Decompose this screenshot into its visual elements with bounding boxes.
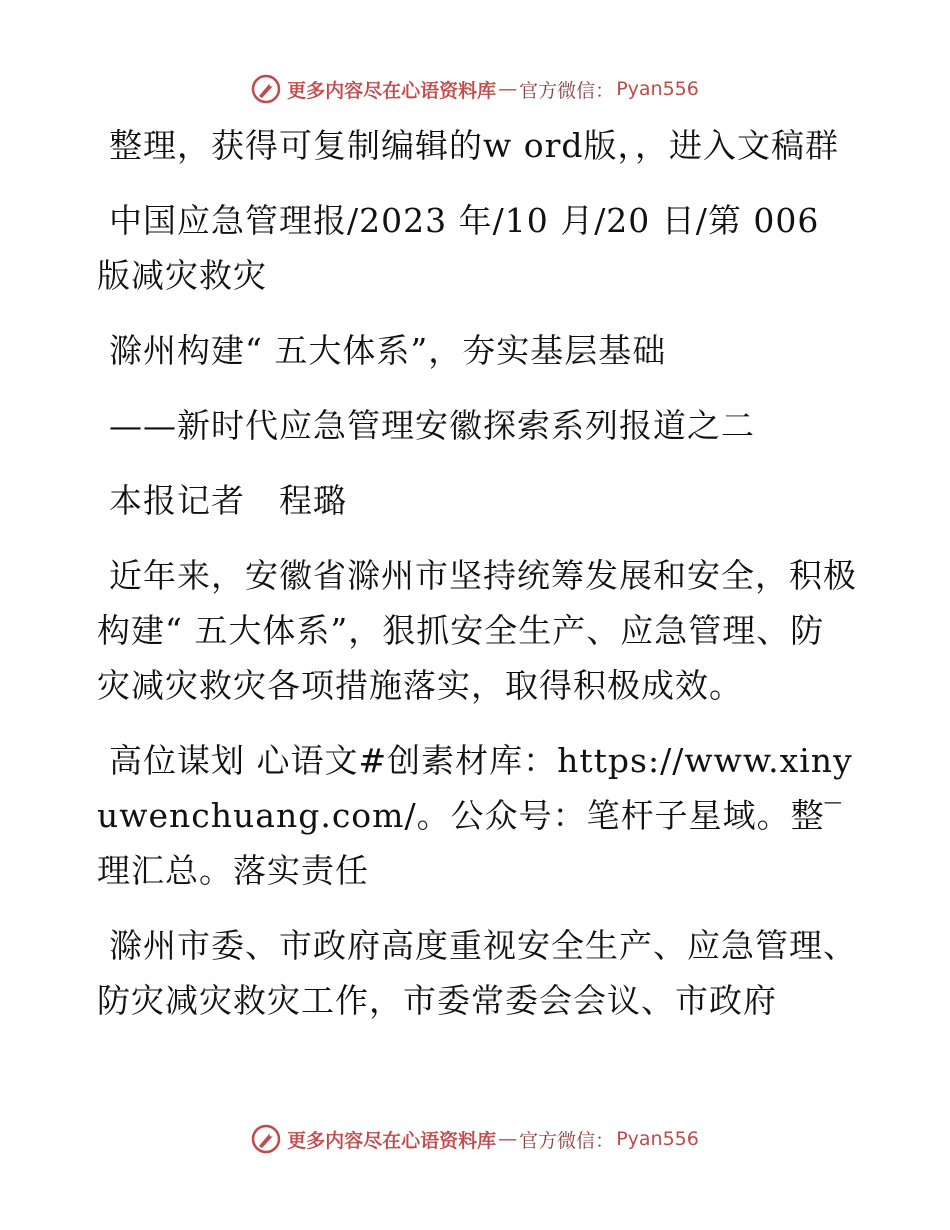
watermark-wechat-id: Pyan556 [616, 1128, 699, 1150]
paragraph-source: 中国应急管理报/2023 年/10 月/20 日/第 006 版减灾救灾 [97, 201, 820, 295]
watermark-wechat-id: Pyan556 [616, 78, 699, 100]
document-body [97, 118, 857, 1048]
footer-watermark [0, 1122, 950, 1156]
watermark-official-label: 官方微信： [519, 1129, 615, 1152]
pen-nib-logo-icon [251, 1124, 281, 1154]
pen-nib-logo-icon [251, 74, 281, 104]
header-watermark [0, 72, 950, 106]
watermark-brand: 更多内容尽在心语资料库 [287, 79, 497, 102]
watermark-dash: — [498, 1128, 518, 1150]
paragraph-section-heading: 高位谋划 心语文#创素材库：https://www.xinyuwenchuang.com/。公众号：笔杆子星域。整‾理汇总。落实责任 [97, 741, 853, 890]
watermark-dash: — [498, 78, 518, 100]
paragraph-body-2: 滁州市委、市政府高度重视安全生产、应急管理、防灾减灾救灾工作，市委常委会会议、市政府 [97, 926, 857, 1020]
article-byline: 本报记者 程璐 [109, 481, 347, 520]
article-title: 滁州构建“ 五大体系”，夯实基层基础 [109, 331, 667, 370]
paragraph-intro: 整理，获得可复制编辑的w ord版，，进入文稿群 [109, 126, 840, 165]
paragraph-body-1: 近年来，安徽省滁州市坚持统筹发展和安全，积极构建“ 五大体系”，狠抓安全生产、应急管理、防灾减灾救灾各项措施落实，取得积极成效。 [97, 556, 857, 705]
watermark-brand: 更多内容尽在心语资料库 [287, 1129, 497, 1152]
watermark-official-label: 官方微信： [519, 79, 615, 102]
article-subtitle: ——新时代应急管理安徽探索系列报道之二 [109, 406, 755, 445]
